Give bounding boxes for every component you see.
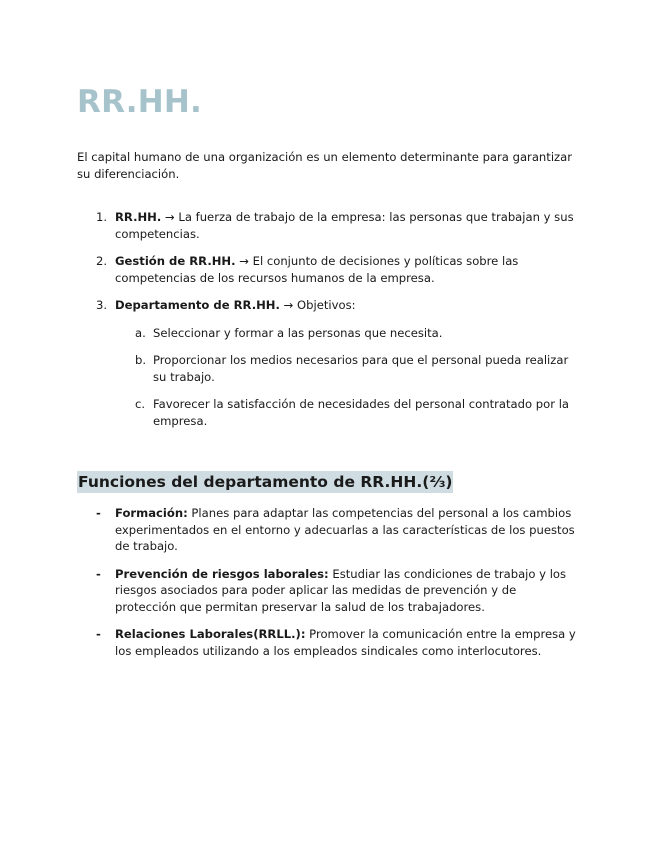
numbered-item — [77, 297, 577, 429]
item-text: → La fuerza de trabajo de la empresa: las personas que trabajan y sus competencias. — [115, 210, 574, 241]
numbered-item — [77, 253, 577, 286]
objective-text: Favorecer la satisfacción de necesidades del personal contratado por la empresa. — [153, 397, 570, 428]
objective-item — [115, 396, 577, 429]
objective-text: Proporcionar los medios necesarios para que el personal pueda realizar su trabajo. — [153, 353, 569, 384]
functions-list — [77, 505, 579, 670]
objective-letter: a. — [135, 325, 146, 340]
item-number: 1. — [96, 210, 108, 224]
item-number: 3. — [96, 298, 108, 312]
section-heading: Funciones del departamento de RR.HH.(⅔) — [78, 473, 453, 491]
function-text: Estudiar las condiciones de trabajo y los riesgos asociados para poder aplicar las medidas de prevención y de protección que permitan preservar la salud de los trabajadores. — [115, 566, 567, 614]
function-item — [77, 626, 579, 659]
function-item — [77, 566, 579, 616]
numbered-list — [77, 209, 577, 440]
function-term: Relaciones Laborales(RRLL.): — [115, 627, 306, 641]
item-number: 2. — [96, 254, 108, 268]
item-term: Gestión de RR.HH. — [115, 254, 236, 268]
function-text: Promover la comunicación entre la empresa y los empleados utilizando a los empleados sindicales como interlocutores. — [115, 627, 576, 658]
item-text: → Objetivos: — [279, 298, 356, 312]
item-term: RR.HH. — [115, 210, 162, 224]
bullet-dash: - — [96, 506, 101, 520]
objectives-list — [115, 325, 577, 430]
function-term: Prevención de riesgos laborales: — [115, 566, 329, 581]
bullet-dash: - — [96, 627, 101, 641]
objective-text: Seleccionar y formar a las personas que necesita. — [153, 325, 443, 340]
function-term: Formación: — [115, 506, 188, 520]
objective-letter: b. — [135, 353, 147, 367]
objective-item — [115, 325, 577, 342]
bullet-dash: - — [96, 566, 101, 581]
function-text: Planes para adaptar las competencias del personal a los cambios experimentados en el entorno y adecuarlas a las características de los puestos de trabajo. — [115, 506, 575, 553]
intro-paragraph: El capital humano de una organización es un elemento determinante para garantizar su diferenciación. — [77, 150, 572, 181]
function-item — [77, 505, 579, 555]
objective-item — [115, 352, 577, 385]
page-title: RR.HH. — [77, 84, 202, 120]
item-term: Departamento de RR.HH. — [115, 298, 280, 312]
item-text: → El conjunto de decisiones y políticas sobre las competencias de los recursos humanos de la empresa. — [115, 254, 519, 285]
objective-letter: c. — [135, 397, 146, 411]
numbered-item — [77, 209, 577, 242]
